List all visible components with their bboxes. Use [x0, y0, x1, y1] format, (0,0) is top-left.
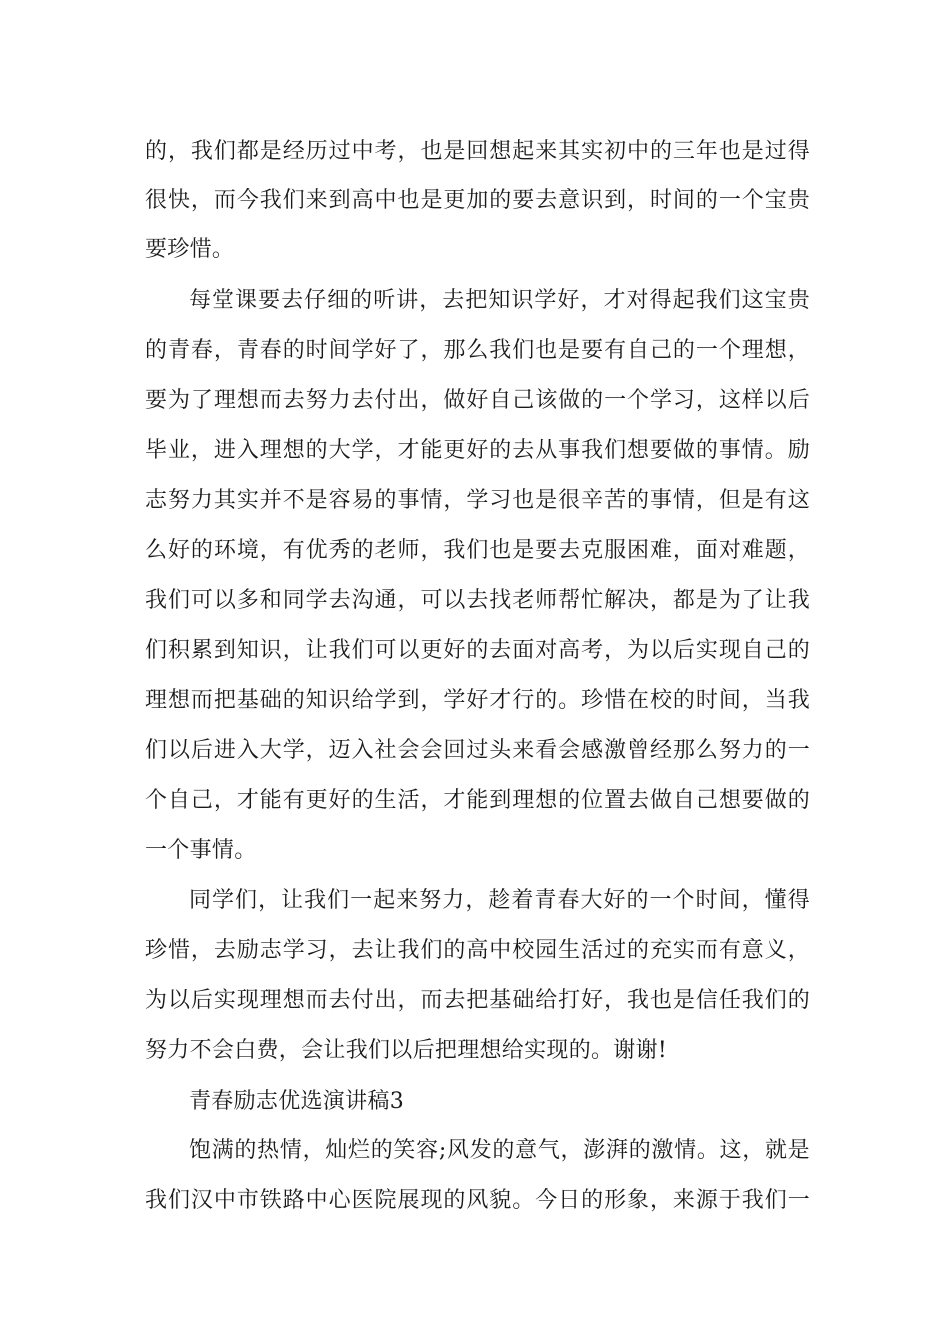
- text-line-14: 个自己，才能有更好的生活，才能到理想的位置去做自己想要做的: [145, 788, 810, 813]
- text-line-8: 志努力其实并不是容易的事情，学习也是很辛苦的事情，但是有这: [145, 488, 810, 513]
- text-line-16: 同学们，让我们一起来努力，趁着青春大好的一个时间，懂得: [189, 888, 810, 913]
- text-line-5: 的青春，青春的时间学好了，那么我们也是要有自己的一个理想，: [145, 338, 810, 363]
- text-line-9: 么好的环境，有优秀的老师，我们也是要去克服困难，面对难题，: [145, 538, 810, 563]
- text-line-10: 我们可以多和同学去沟通，可以去找老师帮忙解决，都是为了让我: [145, 588, 810, 613]
- text-line-1: 的，我们都是经历过中考，也是回想起来其实初中的三年也是过得: [145, 139, 810, 164]
- text-line-11: 们积累到知识，让我们可以更好的去面对高考，为以后实现自己的: [145, 638, 810, 663]
- text-line-2: 很快，而今我们来到高中也是更加的要去意识到，时间的一个宝贵: [145, 188, 810, 213]
- text-line-21: 饱满的热情，灿烂的笑容;风发的意气，澎湃的激情。这，就是: [189, 1138, 810, 1163]
- text-line-3: 要珍惜。: [145, 237, 235, 262]
- text-line-13: 们以后进入大学，迈入社会会回过头来看会感激曾经那么努力的一: [145, 738, 810, 763]
- text-line-12: 理想而把基础的知识给学到，学好才行的。珍惜在校的时间，当我: [145, 688, 810, 713]
- text-line-15: 一个事情。: [145, 838, 257, 863]
- text-line-19: 努力不会白费，会让我们以后把理想给实现的。谢谢!: [145, 1038, 668, 1063]
- section-heading: 青春励志优选演讲稿3: [189, 1089, 404, 1114]
- text-line-6: 要为了理想而去努力去付出，做好自己该做的一个学习，这样以后: [145, 388, 810, 413]
- text-line-4: 每堂课要去仔细的听讲，去把知识学好，才对得起我们这宝贵: [189, 288, 810, 313]
- text-line-7: 毕业，进入理想的大学，才能更好的去从事我们想要做的事情。励: [145, 438, 810, 463]
- text-line-22: 我们汉中市铁路中心医院展现的风貌。今日的形象，来源于我们一: [145, 1188, 810, 1213]
- text-line-18: 为以后实现理想而去付出，而去把基础给打好，我也是信任我们的: [145, 988, 810, 1013]
- text-line-17: 珍惜，去励志学习，去让我们的高中校园生活过的充实而有意义，: [145, 938, 810, 963]
